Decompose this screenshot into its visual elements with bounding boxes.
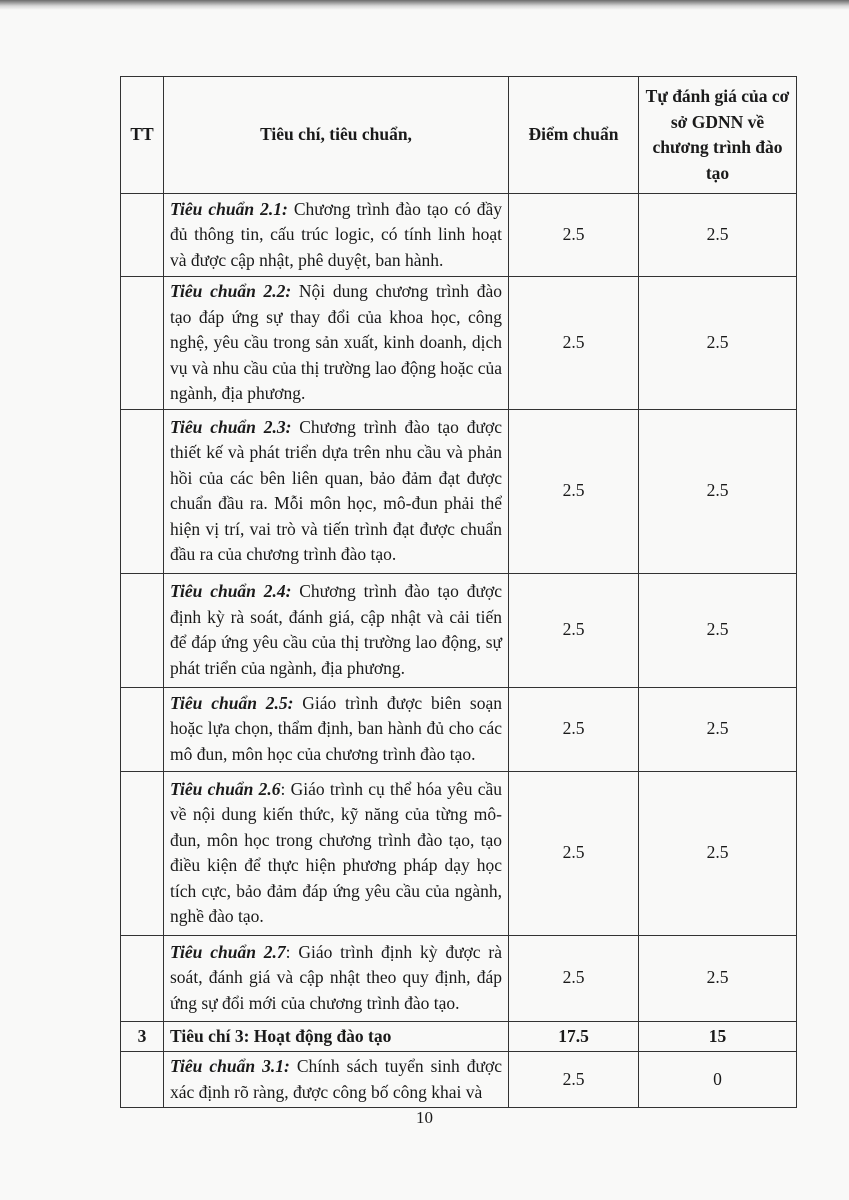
standard-text: : Giáo trình cụ thể hóa yêu cầu về nội dung kiến thức, kỹ năng của từng mô-đun, môn học trong chương trình đào tạo, tạo điều kiện để thực hiện phương pháp dạy học tích cực, bảo đảm đáp ứng yêu cầu của ngành, nghề đào tạo. [170,778,502,926]
standard-text: Giáo trình được biên soạn hoặc lựa chọn, thẩm định, ban hành đủ cho các mô đun, môn học của chương trình đào tạo. [170,692,502,764]
standard-text: Chương trình đào tạo được thiết kế và phát triển dựa trên nhu cầu và phản hồi của các bên liên quan, bảo đảm đạt được chuẩn đầu ra. Mỗi môn học, mô-đun phải thể hiện vị trí, vai trò và tiến trình đạt được chuẩn đầu ra của chương trình đào tạo. [170,416,502,564]
row-tt [121,771,164,935]
benchmark-score: 2.5 [509,409,639,573]
table-row [121,1052,797,1108]
self-evaluation-score: 2.5 [639,771,797,935]
row-tt [121,687,164,771]
standard-title: Tiêu chuẩn 3.1: [170,1056,290,1076]
row-tt [121,277,164,410]
scan-top-edge [0,0,849,10]
criteria-table [120,76,797,1108]
standard-description [164,277,509,410]
table-row [121,409,797,573]
benchmark-score: 2.5 [509,935,639,1021]
row-tt [121,194,164,277]
criterion-row [121,1021,797,1052]
table-row [121,687,797,771]
self-evaluation-score: 2.5 [639,935,797,1021]
table-row [121,277,797,410]
standard-title: Tiêu chuẩn 2.2: [170,281,292,301]
header-self-evaluation: Tự đánh giá của cơ sở GDNN về chương trình đào tạo [639,77,797,194]
benchmark-score: 2.5 [509,194,639,277]
benchmark-score: 2.5 [509,1052,639,1108]
standard-title: Tiêu chuẩn 2.7 [170,941,286,962]
table-row [121,194,797,277]
standard-description [164,687,509,771]
row-tt [121,409,164,573]
standard-description [164,935,509,1021]
standard-description [164,409,509,573]
criterion-title: Tiêu chí 3: Hoạt động đào tạo [164,1021,509,1052]
benchmark-score: 2.5 [509,687,639,771]
standard-description [164,771,509,935]
criterion-tt: 3 [121,1021,164,1052]
table-row [121,771,797,935]
header-tt: TT [121,77,164,194]
header-criteria: Tiêu chí, tiêu chuẩn, [164,77,509,194]
header-benchmark: Điểm chuẩn [509,77,639,194]
criterion-self-evaluation: 15 [639,1021,797,1052]
self-evaluation-score: 2.5 [639,277,797,410]
standard-text: Nội dung chương trình đào tạo đáp ứng sự thay đổi của khoa học, công nghệ, yêu cầu trong sản xuất, kinh doanh, dịch vụ và nhu cầu của thị trường lao động hoặc của ngành, địa phương. [170,281,503,403]
header-row [121,77,797,194]
table-row [121,573,797,687]
standard-text: Chương trình đào tạo có đầy đủ thông tin, cấu trúc logic, có tính linh hoạt và được cập nhật, phê duyệt, ban hành. [170,198,502,270]
self-evaluation-score: 0 [639,1052,797,1108]
standard-description [164,194,509,277]
benchmark-score: 2.5 [509,573,639,687]
table-row [121,935,797,1021]
page-number: 10 [416,1108,433,1127]
self-evaluation-score: 2.5 [639,409,797,573]
standard-title: Tiêu chuẩn 2.4: [170,581,292,601]
benchmark-score: 2.5 [509,771,639,935]
standard-text: Chương trình đào tạo được định kỳ rà soát, đánh giá, cập nhật và cải tiến để đáp ứng yêu cầu của thị trường lao động, sự phát triển của ngành, địa phương. [170,581,502,678]
self-evaluation-score: 2.5 [639,573,797,687]
standard-title: Tiêu chuẩn 2.1: [170,198,288,219]
row-tt [121,573,164,687]
benchmark-score: 2.5 [509,277,639,410]
standard-title: Tiêu chuẩn 2.5: [170,692,294,713]
row-tt [121,1052,164,1108]
standard-title: Tiêu chuẩn 2.3: [170,416,292,437]
standard-description [164,573,509,687]
row-tt [121,935,164,1021]
standard-description [164,1052,509,1108]
standard-title: Tiêu chuẩn 2.6 [170,778,281,799]
criterion-benchmark: 17.5 [509,1021,639,1052]
self-evaluation-score: 2.5 [639,194,797,277]
standard-text: Chính sách tuyển sinh được xác định rõ ràng, được công bố công khai và [170,1056,503,1102]
standard-text: : Giáo trình định kỳ được rà soát, đánh giá và cập nhật theo quy định, đáp ứng sự đổi mới của chương trình đào tạo. [170,941,502,1013]
self-evaluation-score: 2.5 [639,687,797,771]
